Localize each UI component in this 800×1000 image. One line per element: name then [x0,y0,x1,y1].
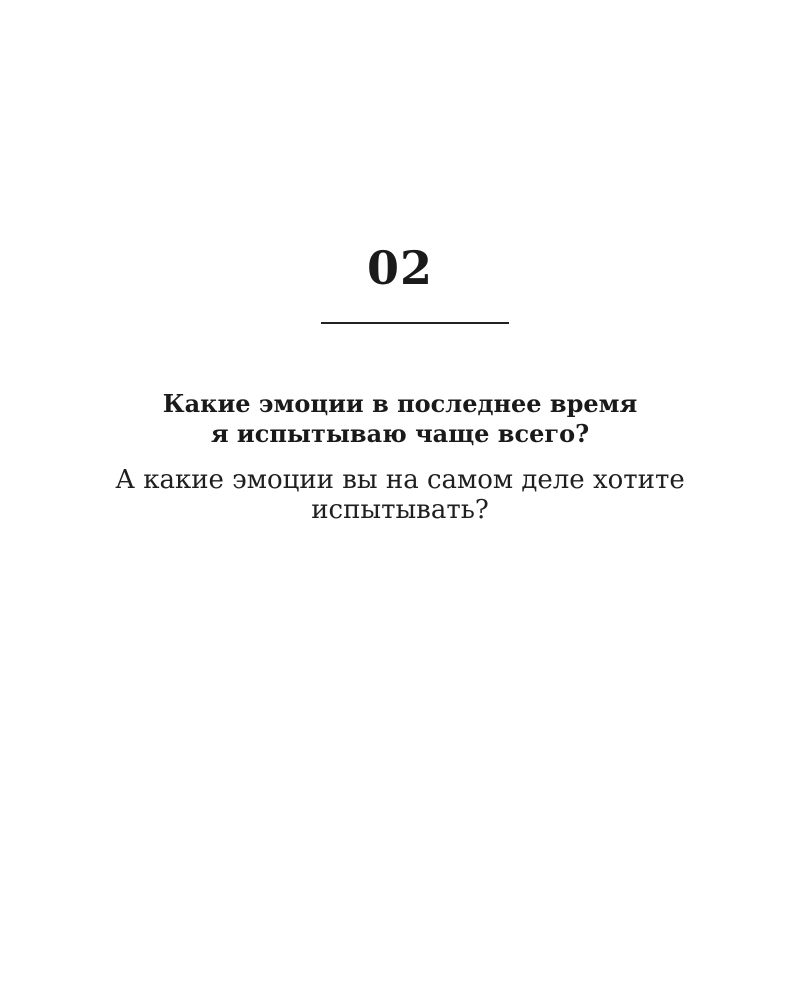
main-question: Какие эмоции в последнее время я испытываю чаще всего? [162,389,638,448]
divider-rule [321,322,509,324]
follow-up-question: А какие эмоции вы на самом деле хотите испытывать? [115,465,685,525]
chapter-number: 02 [366,241,433,295]
